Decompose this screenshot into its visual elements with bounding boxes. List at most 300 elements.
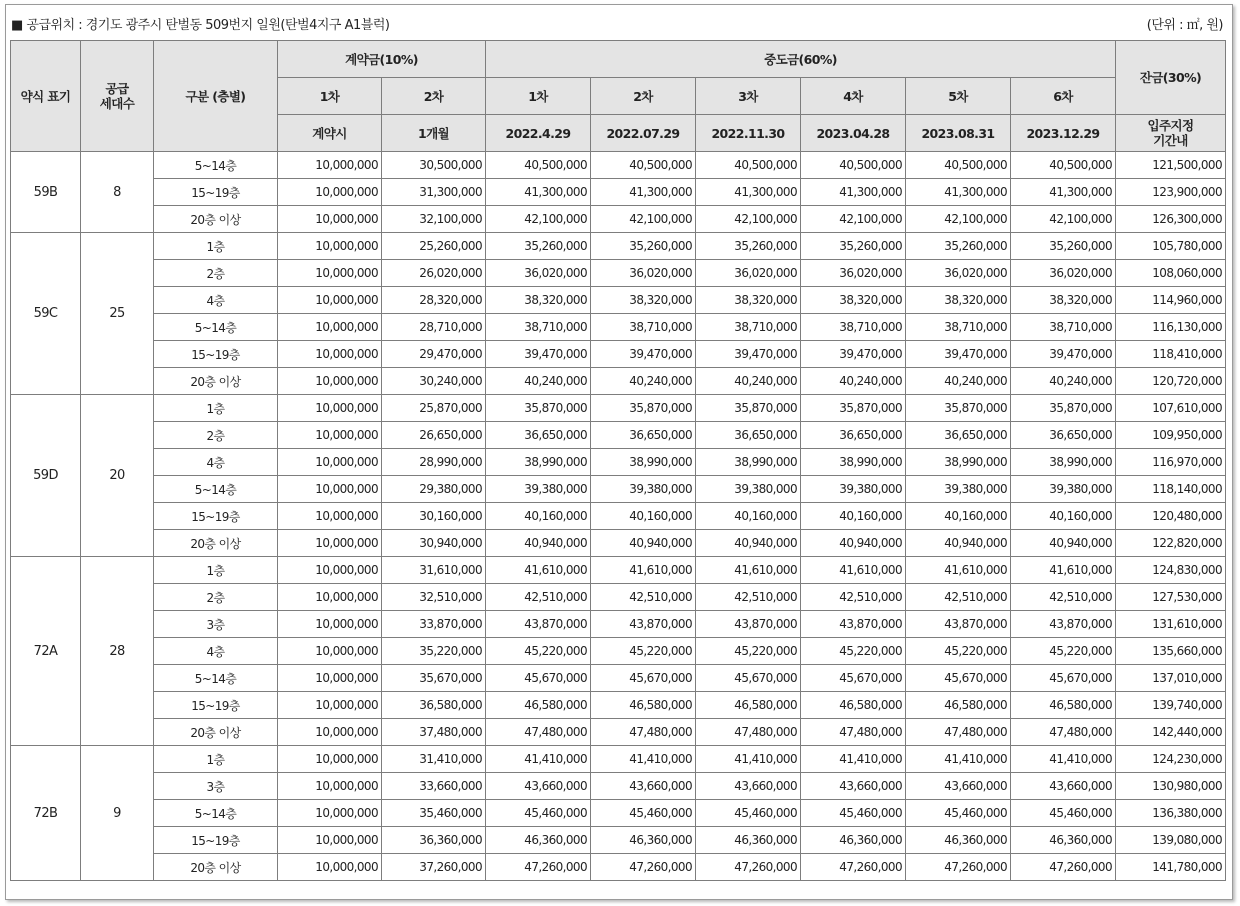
amount-cell: 10,000,000 xyxy=(278,665,382,692)
amount-cell: 35,870,000 xyxy=(906,395,1011,422)
amount-cell: 36,650,000 xyxy=(591,422,696,449)
floor-cell: 5~14층 xyxy=(154,152,278,179)
header-date: 2022.4.29 xyxy=(486,115,591,152)
header-households: 공급 세대수 xyxy=(81,41,154,152)
amount-cell: 41,300,000 xyxy=(486,179,591,206)
balance-amount-cell: 116,130,000 xyxy=(1116,314,1226,341)
amount-cell: 47,260,000 xyxy=(1011,854,1116,881)
households-cell: 8 xyxy=(81,152,154,233)
header-installment: 4차 xyxy=(801,78,906,115)
amount-cell: 40,240,000 xyxy=(591,368,696,395)
amount-cell: 47,260,000 xyxy=(906,854,1011,881)
amount-cell: 38,320,000 xyxy=(906,287,1011,314)
amount-cell: 41,300,000 xyxy=(696,179,801,206)
floor-cell: 15~19층 xyxy=(154,692,278,719)
amount-cell: 40,940,000 xyxy=(486,530,591,557)
supply-location: ■ 공급위치 : 경기도 광주시 탄벌동 509번지 일원(탄벌4지구 A1블럭) xyxy=(11,18,390,33)
table-row xyxy=(11,827,1226,854)
amount-cell: 45,670,000 xyxy=(1011,665,1116,692)
amount-cell: 10,000,000 xyxy=(278,476,382,503)
amount-cell: 46,360,000 xyxy=(591,827,696,854)
amount-cell: 10,000,000 xyxy=(278,800,382,827)
amount-cell: 38,990,000 xyxy=(801,449,906,476)
header-date: 2022.11.30 xyxy=(696,115,801,152)
amount-cell: 41,410,000 xyxy=(591,746,696,773)
amount-cell: 38,710,000 xyxy=(1011,314,1116,341)
amount-cell: 38,710,000 xyxy=(696,314,801,341)
amount-cell: 41,610,000 xyxy=(906,557,1011,584)
amount-cell: 28,320,000 xyxy=(382,287,486,314)
amount-cell: 33,870,000 xyxy=(382,611,486,638)
floor-cell: 15~19층 xyxy=(154,341,278,368)
amount-cell: 39,380,000 xyxy=(906,476,1011,503)
table-row xyxy=(11,476,1226,503)
amount-cell: 35,260,000 xyxy=(591,233,696,260)
balance-amount-cell: 139,740,000 xyxy=(1116,692,1226,719)
amount-cell: 40,940,000 xyxy=(801,530,906,557)
amount-cell: 10,000,000 xyxy=(278,395,382,422)
amount-cell: 41,410,000 xyxy=(801,746,906,773)
amount-cell: 31,410,000 xyxy=(382,746,486,773)
amount-cell: 10,000,000 xyxy=(278,773,382,800)
amount-cell: 39,470,000 xyxy=(801,341,906,368)
amount-cell: 35,870,000 xyxy=(696,395,801,422)
unit-type-cell: 59D xyxy=(11,395,81,557)
amount-cell: 46,580,000 xyxy=(696,692,801,719)
table-row xyxy=(11,530,1226,557)
amount-cell: 46,580,000 xyxy=(801,692,906,719)
amount-cell: 39,470,000 xyxy=(486,341,591,368)
amount-cell: 10,000,000 xyxy=(278,368,382,395)
amount-cell: 45,460,000 xyxy=(906,800,1011,827)
amount-cell: 35,220,000 xyxy=(382,638,486,665)
header-contract: 계약금(10%) xyxy=(278,41,486,78)
amount-cell: 39,380,000 xyxy=(591,476,696,503)
amount-cell: 38,710,000 xyxy=(906,314,1011,341)
header-installment: 1차 xyxy=(278,78,382,115)
unit-note: (단위 : ㎡, 원) xyxy=(1146,18,1223,33)
amount-cell: 43,660,000 xyxy=(1011,773,1116,800)
floor-cell: 20층 이상 xyxy=(154,719,278,746)
amount-cell: 38,990,000 xyxy=(906,449,1011,476)
header-balance: 잔금(30%) xyxy=(1116,41,1226,115)
amount-cell: 26,650,000 xyxy=(382,422,486,449)
amount-cell: 35,670,000 xyxy=(382,665,486,692)
amount-cell: 41,410,000 xyxy=(486,746,591,773)
amount-cell: 35,870,000 xyxy=(801,395,906,422)
header-type: 약식 표기 xyxy=(11,41,81,152)
floor-cell: 20층 이상 xyxy=(154,530,278,557)
amount-cell: 10,000,000 xyxy=(278,854,382,881)
floor-cell: 5~14층 xyxy=(154,800,278,827)
amount-cell: 43,660,000 xyxy=(696,773,801,800)
amount-cell: 26,020,000 xyxy=(382,260,486,287)
households-cell: 28 xyxy=(81,557,154,746)
table-row xyxy=(11,719,1226,746)
amount-cell: 41,300,000 xyxy=(1011,179,1116,206)
amount-cell: 39,380,000 xyxy=(696,476,801,503)
floor-cell: 3층 xyxy=(154,611,278,638)
amount-cell: 38,990,000 xyxy=(486,449,591,476)
amount-cell: 43,660,000 xyxy=(801,773,906,800)
table-row xyxy=(11,665,1226,692)
amount-cell: 10,000,000 xyxy=(278,584,382,611)
amount-cell: 25,260,000 xyxy=(382,233,486,260)
households-cell: 9 xyxy=(81,746,154,881)
table-row xyxy=(11,449,1226,476)
header-division: 구분 (층별) xyxy=(154,41,278,152)
amount-cell: 38,320,000 xyxy=(1011,287,1116,314)
amount-cell: 47,260,000 xyxy=(591,854,696,881)
amount-cell: 40,500,000 xyxy=(591,152,696,179)
amount-cell: 45,220,000 xyxy=(696,638,801,665)
table-row xyxy=(11,152,1226,179)
amount-cell: 46,360,000 xyxy=(906,827,1011,854)
amount-cell: 10,000,000 xyxy=(278,503,382,530)
amount-cell: 42,510,000 xyxy=(486,584,591,611)
balance-amount-cell: 121,500,000 xyxy=(1116,152,1226,179)
amount-cell: 45,460,000 xyxy=(801,800,906,827)
amount-cell: 45,670,000 xyxy=(591,665,696,692)
amount-cell: 46,580,000 xyxy=(906,692,1011,719)
amount-cell: 42,510,000 xyxy=(801,584,906,611)
amount-cell: 10,000,000 xyxy=(278,260,382,287)
floor-cell: 5~14층 xyxy=(154,314,278,341)
amount-cell: 35,260,000 xyxy=(486,233,591,260)
amount-cell: 39,470,000 xyxy=(591,341,696,368)
amount-cell: 36,020,000 xyxy=(906,260,1011,287)
amount-cell: 40,940,000 xyxy=(591,530,696,557)
table-row xyxy=(11,422,1226,449)
balance-amount-cell: 120,480,000 xyxy=(1116,503,1226,530)
table-row xyxy=(11,557,1226,584)
amount-cell: 45,670,000 xyxy=(801,665,906,692)
amount-cell: 36,580,000 xyxy=(382,692,486,719)
balance-amount-cell: 124,830,000 xyxy=(1116,557,1226,584)
floor-cell: 1층 xyxy=(154,557,278,584)
floor-cell: 15~19층 xyxy=(154,179,278,206)
amount-cell: 10,000,000 xyxy=(278,449,382,476)
amount-cell: 36,020,000 xyxy=(486,260,591,287)
balance-amount-cell: 109,950,000 xyxy=(1116,422,1226,449)
amount-cell: 40,160,000 xyxy=(696,503,801,530)
amount-cell: 28,710,000 xyxy=(382,314,486,341)
amount-cell: 40,500,000 xyxy=(801,152,906,179)
amount-cell: 42,100,000 xyxy=(906,206,1011,233)
amount-cell: 40,240,000 xyxy=(696,368,801,395)
amount-cell: 10,000,000 xyxy=(278,638,382,665)
amount-cell: 10,000,000 xyxy=(278,692,382,719)
header-date: 2023.12.29 xyxy=(1011,115,1116,152)
amount-cell: 37,480,000 xyxy=(382,719,486,746)
amount-cell: 38,320,000 xyxy=(486,287,591,314)
amount-cell: 41,610,000 xyxy=(591,557,696,584)
amount-cell: 45,220,000 xyxy=(1011,638,1116,665)
amount-cell: 39,380,000 xyxy=(486,476,591,503)
amount-cell: 41,610,000 xyxy=(1011,557,1116,584)
amount-cell: 31,300,000 xyxy=(382,179,486,206)
amount-cell: 36,650,000 xyxy=(486,422,591,449)
amount-cell: 41,410,000 xyxy=(906,746,1011,773)
amount-cell: 40,240,000 xyxy=(486,368,591,395)
amount-cell: 37,260,000 xyxy=(382,854,486,881)
amount-cell: 41,410,000 xyxy=(1011,746,1116,773)
amount-cell: 42,100,000 xyxy=(696,206,801,233)
amount-cell: 10,000,000 xyxy=(278,827,382,854)
amount-cell: 40,240,000 xyxy=(1011,368,1116,395)
amount-cell: 45,670,000 xyxy=(486,665,591,692)
unit-type-cell: 59B xyxy=(11,152,81,233)
amount-cell: 45,220,000 xyxy=(486,638,591,665)
balance-amount-cell: 139,080,000 xyxy=(1116,827,1226,854)
table-row xyxy=(11,611,1226,638)
balance-amount-cell: 122,820,000 xyxy=(1116,530,1226,557)
amount-cell: 40,240,000 xyxy=(906,368,1011,395)
amount-cell: 42,100,000 xyxy=(591,206,696,233)
amount-cell: 35,870,000 xyxy=(591,395,696,422)
amount-cell: 36,650,000 xyxy=(906,422,1011,449)
unit-type-cell: 72A xyxy=(11,557,81,746)
amount-cell: 38,320,000 xyxy=(591,287,696,314)
amount-cell: 47,260,000 xyxy=(486,854,591,881)
floor-cell: 2층 xyxy=(154,584,278,611)
amount-cell: 10,000,000 xyxy=(278,152,382,179)
amount-cell: 31,610,000 xyxy=(382,557,486,584)
amount-cell: 38,320,000 xyxy=(696,287,801,314)
header-date: 2022.07.29 xyxy=(591,115,696,152)
amount-cell: 40,500,000 xyxy=(696,152,801,179)
balance-amount-cell: 136,380,000 xyxy=(1116,800,1226,827)
amount-cell: 38,990,000 xyxy=(696,449,801,476)
table-row xyxy=(11,368,1226,395)
floor-cell: 4층 xyxy=(154,638,278,665)
amount-cell: 40,500,000 xyxy=(486,152,591,179)
amount-cell: 43,870,000 xyxy=(1011,611,1116,638)
table-row xyxy=(11,692,1226,719)
amount-cell: 10,000,000 xyxy=(278,746,382,773)
amount-cell: 10,000,000 xyxy=(278,179,382,206)
amount-cell: 10,000,000 xyxy=(278,719,382,746)
table-row xyxy=(11,314,1226,341)
amount-cell: 45,460,000 xyxy=(591,800,696,827)
floor-cell: 5~14층 xyxy=(154,665,278,692)
header-date: 2023.04.28 xyxy=(801,115,906,152)
floor-cell: 5~14층 xyxy=(154,476,278,503)
amount-cell: 40,160,000 xyxy=(906,503,1011,530)
amount-cell: 43,870,000 xyxy=(591,611,696,638)
balance-amount-cell: 124,230,000 xyxy=(1116,746,1226,773)
amount-cell: 40,940,000 xyxy=(696,530,801,557)
balance-amount-cell: 116,970,000 xyxy=(1116,449,1226,476)
amount-cell: 46,580,000 xyxy=(486,692,591,719)
amount-cell: 35,260,000 xyxy=(1011,233,1116,260)
balance-amount-cell: 123,900,000 xyxy=(1116,179,1226,206)
payment-schedule-table xyxy=(10,40,1226,881)
amount-cell: 47,260,000 xyxy=(696,854,801,881)
header-installment: 6차 xyxy=(1011,78,1116,115)
amount-cell: 40,160,000 xyxy=(801,503,906,530)
floor-cell: 20층 이상 xyxy=(154,368,278,395)
amount-cell: 40,240,000 xyxy=(801,368,906,395)
amount-cell: 29,470,000 xyxy=(382,341,486,368)
amount-cell: 40,160,000 xyxy=(486,503,591,530)
amount-cell: 10,000,000 xyxy=(278,341,382,368)
unit-type-cell: 72B xyxy=(11,746,81,881)
amount-cell: 47,480,000 xyxy=(906,719,1011,746)
amount-cell: 40,500,000 xyxy=(1011,152,1116,179)
balance-amount-cell: 105,780,000 xyxy=(1116,233,1226,260)
header-installment: 3차 xyxy=(696,78,801,115)
amount-cell: 36,020,000 xyxy=(696,260,801,287)
households-cell: 25 xyxy=(81,233,154,395)
table-row xyxy=(11,584,1226,611)
header-date: 2023.08.31 xyxy=(906,115,1011,152)
amount-cell: 39,380,000 xyxy=(801,476,906,503)
amount-cell: 36,650,000 xyxy=(1011,422,1116,449)
amount-cell: 10,000,000 xyxy=(278,530,382,557)
amount-cell: 46,580,000 xyxy=(591,692,696,719)
amount-cell: 47,480,000 xyxy=(1011,719,1116,746)
amount-cell: 35,260,000 xyxy=(696,233,801,260)
amount-cell: 46,360,000 xyxy=(801,827,906,854)
table-caption xyxy=(11,14,1225,34)
amount-cell: 38,990,000 xyxy=(591,449,696,476)
amount-cell: 36,020,000 xyxy=(801,260,906,287)
amount-cell: 38,710,000 xyxy=(591,314,696,341)
amount-cell: 43,660,000 xyxy=(906,773,1011,800)
amount-cell: 47,480,000 xyxy=(486,719,591,746)
floor-cell: 3층 xyxy=(154,773,278,800)
amount-cell: 32,510,000 xyxy=(382,584,486,611)
amount-cell: 39,470,000 xyxy=(696,341,801,368)
amount-cell: 35,260,000 xyxy=(906,233,1011,260)
amount-cell: 40,940,000 xyxy=(1011,530,1116,557)
table-row xyxy=(11,179,1226,206)
amount-cell: 39,470,000 xyxy=(906,341,1011,368)
amount-cell: 41,610,000 xyxy=(801,557,906,584)
balance-amount-cell: 118,410,000 xyxy=(1116,341,1226,368)
floor-cell: 1층 xyxy=(154,233,278,260)
table-row xyxy=(11,854,1226,881)
floor-cell: 15~19층 xyxy=(154,827,278,854)
amount-cell: 43,660,000 xyxy=(486,773,591,800)
amount-cell: 30,940,000 xyxy=(382,530,486,557)
amount-cell: 47,480,000 xyxy=(801,719,906,746)
floor-cell: 2층 xyxy=(154,422,278,449)
amount-cell: 10,000,000 xyxy=(278,206,382,233)
amount-cell: 45,460,000 xyxy=(1011,800,1116,827)
floor-cell: 1층 xyxy=(154,395,278,422)
amount-cell: 39,470,000 xyxy=(1011,341,1116,368)
amount-cell: 10,000,000 xyxy=(278,422,382,449)
amount-cell: 41,300,000 xyxy=(906,179,1011,206)
balance-amount-cell: 127,530,000 xyxy=(1116,584,1226,611)
floor-cell: 20층 이상 xyxy=(154,206,278,233)
header-date: 1개월 xyxy=(382,115,486,152)
amount-cell: 43,870,000 xyxy=(906,611,1011,638)
table-row xyxy=(11,503,1226,530)
amount-cell: 42,510,000 xyxy=(906,584,1011,611)
table-row xyxy=(11,341,1226,368)
header-date: 계약시 xyxy=(278,115,382,152)
amount-cell: 35,870,000 xyxy=(486,395,591,422)
table-row xyxy=(11,638,1226,665)
table-row xyxy=(11,260,1226,287)
amount-cell: 45,220,000 xyxy=(906,638,1011,665)
amount-cell: 47,480,000 xyxy=(591,719,696,746)
amount-cell: 29,380,000 xyxy=(382,476,486,503)
header-installment: 2차 xyxy=(382,78,486,115)
amount-cell: 38,990,000 xyxy=(1011,449,1116,476)
amount-cell: 10,000,000 xyxy=(278,557,382,584)
amount-cell: 43,870,000 xyxy=(801,611,906,638)
amount-cell: 35,870,000 xyxy=(1011,395,1116,422)
amount-cell: 42,100,000 xyxy=(801,206,906,233)
table-row xyxy=(11,746,1226,773)
balance-amount-cell: 135,660,000 xyxy=(1116,638,1226,665)
amount-cell: 35,460,000 xyxy=(382,800,486,827)
amount-cell: 36,650,000 xyxy=(696,422,801,449)
amount-cell: 42,100,000 xyxy=(1011,206,1116,233)
amount-cell: 46,580,000 xyxy=(1011,692,1116,719)
amount-cell: 43,870,000 xyxy=(696,611,801,638)
amount-cell: 41,610,000 xyxy=(486,557,591,584)
balance-amount-cell: 137,010,000 xyxy=(1116,665,1226,692)
amount-cell: 36,020,000 xyxy=(591,260,696,287)
table-body xyxy=(11,152,1226,881)
amount-cell: 28,990,000 xyxy=(382,449,486,476)
header-installment: 1차 xyxy=(486,78,591,115)
households-cell: 20 xyxy=(81,395,154,557)
balance-amount-cell: 141,780,000 xyxy=(1116,854,1226,881)
amount-cell: 10,000,000 xyxy=(278,233,382,260)
amount-cell: 40,500,000 xyxy=(906,152,1011,179)
amount-cell: 46,360,000 xyxy=(486,827,591,854)
amount-cell: 36,650,000 xyxy=(801,422,906,449)
floor-cell: 15~19층 xyxy=(154,503,278,530)
balance-amount-cell: 107,610,000 xyxy=(1116,395,1226,422)
amount-cell: 42,100,000 xyxy=(486,206,591,233)
amount-cell: 41,610,000 xyxy=(696,557,801,584)
floor-cell: 20층 이상 xyxy=(154,854,278,881)
amount-cell: 39,380,000 xyxy=(1011,476,1116,503)
amount-cell: 32,100,000 xyxy=(382,206,486,233)
amount-cell: 38,320,000 xyxy=(801,287,906,314)
amount-cell: 36,020,000 xyxy=(1011,260,1116,287)
amount-cell: 42,510,000 xyxy=(1011,584,1116,611)
header-installment: 5차 xyxy=(906,78,1011,115)
amount-cell: 35,260,000 xyxy=(801,233,906,260)
amount-cell: 25,870,000 xyxy=(382,395,486,422)
amount-cell: 38,710,000 xyxy=(801,314,906,341)
amount-cell: 30,500,000 xyxy=(382,152,486,179)
unit-type-cell: 59C xyxy=(11,233,81,395)
balance-amount-cell: 142,440,000 xyxy=(1116,719,1226,746)
amount-cell: 45,220,000 xyxy=(801,638,906,665)
table-row xyxy=(11,206,1226,233)
amount-cell: 45,460,000 xyxy=(696,800,801,827)
amount-cell: 47,260,000 xyxy=(801,854,906,881)
amount-cell: 38,710,000 xyxy=(486,314,591,341)
amount-cell: 46,360,000 xyxy=(1011,827,1116,854)
floor-cell: 1층 xyxy=(154,746,278,773)
floor-cell: 2층 xyxy=(154,260,278,287)
table-row xyxy=(11,773,1226,800)
table-row xyxy=(11,395,1226,422)
amount-cell: 10,000,000 xyxy=(278,611,382,638)
balance-amount-cell: 131,610,000 xyxy=(1116,611,1226,638)
amount-cell: 30,240,000 xyxy=(382,368,486,395)
